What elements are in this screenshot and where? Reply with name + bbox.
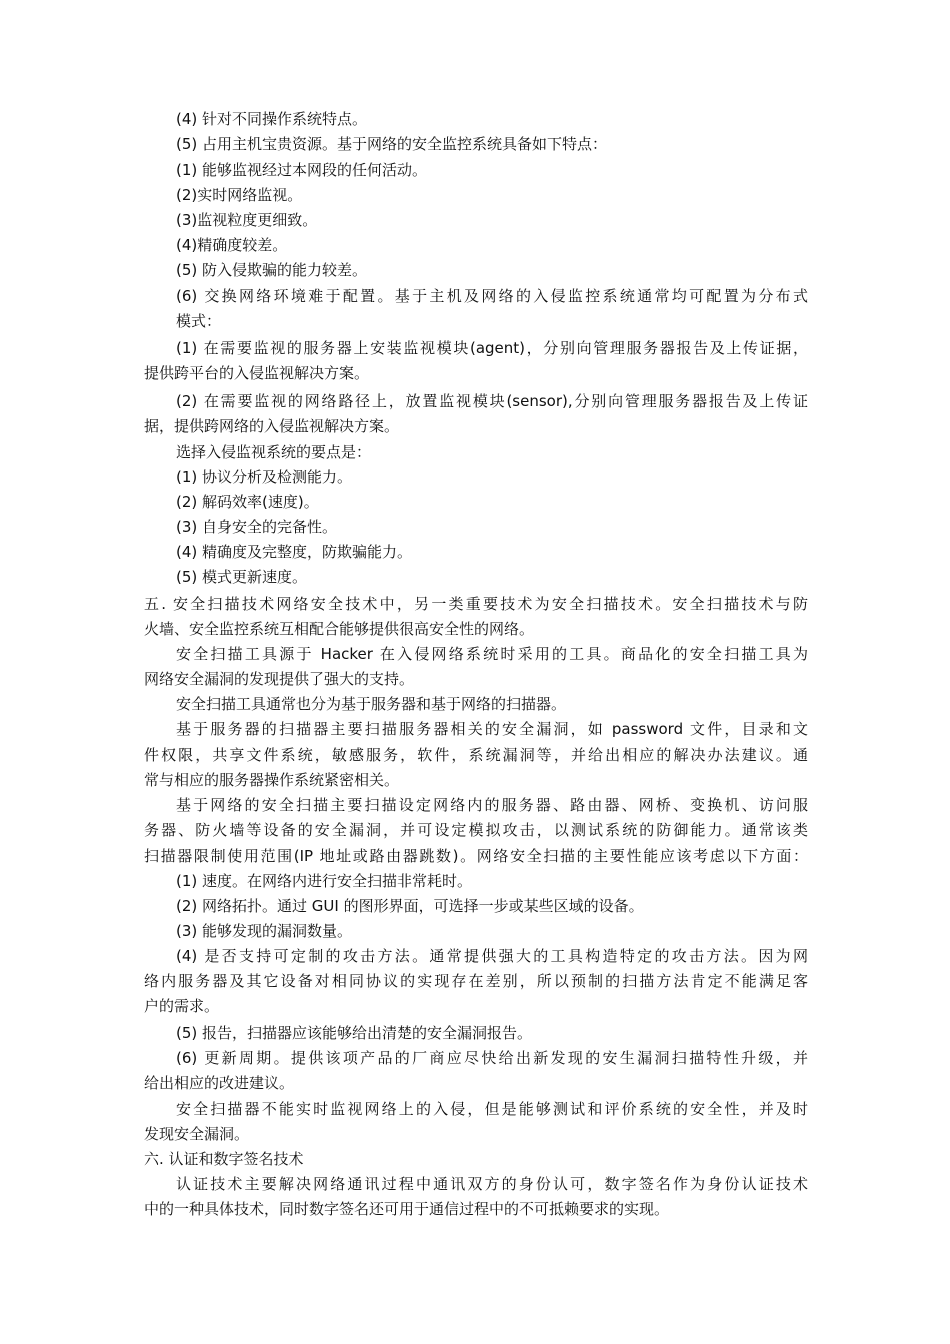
text-line: (2) 解码效率(速度)。	[176, 493, 319, 511]
text-line: 中的一种具体技术，同时数字签名还可用于通信过程中的不可抵赖要求的实现。	[144, 1200, 670, 1218]
text-line: (1) 协议分析及检测能力。	[176, 468, 353, 486]
text-line: 据，提供跨网络的入侵监视解决方案。	[144, 417, 400, 435]
text-line: (4) 精确度及完整度，防欺骗能力。	[176, 543, 413, 561]
text-line: (5) 报告，扫描器应该能够给出清楚的安全漏洞报告。	[176, 1024, 533, 1042]
text-line: 选择入侵监视系统的要点是：	[176, 443, 372, 461]
text-line: (5) 防入侵欺骗的能力较差。	[176, 261, 368, 279]
text-line: (2) 网络拓扑。通过 GUI 的图形界面，可选择一步或某些区域的设备。	[176, 897, 644, 915]
text-line: 务器、防火墙等设备的安全漏洞，并可设定模拟攻击，以测试系统的防御能力。通常该类	[144, 821, 808, 839]
text-line: 扫描器限制使用范围(IP 地址或路由器跳数)。网络安全扫描的主要性能应该考虑以下方面：	[144, 847, 808, 865]
text-line: 络内服务器及其它设备对相同协议的实现存在差别，所以预制的扫描方法肯定不能满足客	[144, 972, 808, 990]
section-heading: 六. 认证和数字签名技术	[144, 1150, 304, 1168]
text-line: (2) 在需要监视的网络路径上，放置监视模块(sensor),分别向管理服务器报告及上传证	[176, 392, 808, 410]
text-line: (6) 更新周期。提供该项产品的厂商应尽快给出新发现的安生漏洞扫描特性升级，并	[176, 1049, 808, 1067]
text-line: 常与相应的服务器操作系统紧密相关。	[144, 771, 400, 789]
text-line: (5) 占用主机宝贵资源。基于网络的安全监控系统具备如下特点：	[176, 135, 608, 153]
text-line: (5) 模式更新速度。	[176, 568, 308, 586]
text-line: 基于服务器的扫描器主要扫描服务器相关的安全漏洞，如 password 文件，目录和文	[176, 720, 808, 738]
text-line: 五. 安全扫描技术网络安全技术中，另一类重要技术为安全扫描技术。安全扫描技术与防	[144, 595, 808, 613]
text-line: 安全扫描器不能实时监视网络上的入侵，但是能够测试和评价系统的安全性，并及时	[176, 1100, 808, 1118]
text-line: 基于网络的安全扫描主要扫描设定网络内的服务器、路由器、网桥、变换机、访问服	[176, 796, 808, 814]
text-line: (4)精确度较差。	[176, 236, 288, 254]
text-line: (4) 是否支持可定制的攻击方法。通常提供强大的工具构造特定的攻击方法。因为网	[176, 947, 808, 965]
text-line: 发现安全漏洞。	[144, 1125, 250, 1143]
text-line: 安全扫描工具源于 Hacker 在入侵网络系统时采用的工具。商品化的安全扫描工具为	[176, 645, 808, 663]
text-line: (1) 速度。在网络内进行安全扫描非常耗时。	[176, 872, 473, 890]
text-line: 给出相应的改进建议。	[144, 1074, 295, 1092]
text-line: 网络安全漏洞的发现提供了强大的支持。	[144, 670, 415, 688]
text-line: (2)实时网络监视。	[176, 186, 303, 204]
text-line: (6) 交换网络环境难于配置。基于主机及网络的入侵监控系统通常均可配置为分布式	[176, 287, 808, 305]
text-line: (3) 自身安全的完备性。	[176, 518, 338, 536]
text-line: (4) 针对不同操作系统特点。	[176, 110, 368, 128]
text-line: 安全扫描工具通常也分为基于服务器和基于网络的扫描器。	[176, 695, 567, 713]
text-line: 认证技术主要解决网络通讯过程中通讯双方的身份认可，数字签名作为身份认证技术	[176, 1175, 808, 1193]
text-line: 件权限，共享文件系统，敏感服务，软件，系统漏洞等，并给出相应的解决办法建议。通	[144, 746, 808, 764]
text-line: (3)监视粒度更细致。	[176, 211, 318, 229]
text-line: 户的需求。	[144, 997, 220, 1015]
text-line: 火墙、安全监控系统互相配合能够提供很高安全性的网络。	[144, 620, 535, 638]
text-line: (3) 能够发现的漏洞数量。	[176, 922, 353, 940]
text-line: 模式：	[176, 312, 222, 330]
text-line: (1) 在需要监视的服务器上安装监视模块(agent)，分别向管理服务器报告及上传证据，	[176, 339, 808, 357]
text-line: 提供跨平台的入侵监视解决方案。	[144, 364, 370, 382]
text-line: (1) 能够监视经过本网段的任何活动。	[176, 161, 428, 179]
